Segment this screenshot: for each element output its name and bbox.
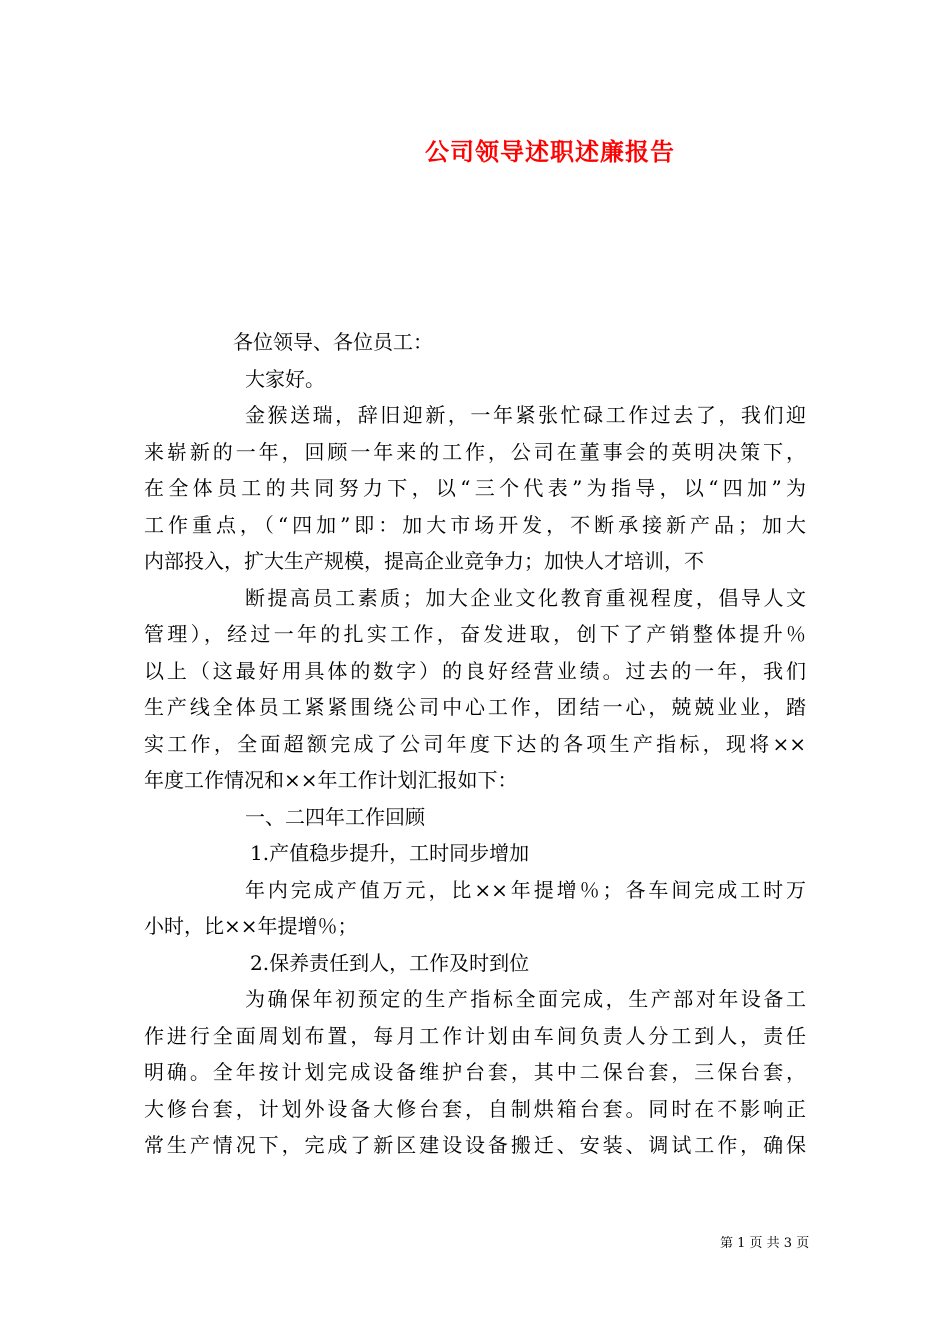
paragraph-line: 管理），经过一年的扎实工作，奋发进取，创下了产销整体提升％: [144, 622, 806, 646]
paragraph-line: 金猴送瑞，辞旧迎新，一年紧张忙碌工作过去了，我们迎: [245, 403, 806, 427]
document-title: 公司领导述职述廉报告: [425, 137, 675, 166]
section-heading: 一、二四年工作回顾: [245, 804, 425, 829]
paragraph-line: 年度工作情况和××年工作计划汇报如下：: [144, 768, 518, 792]
greeting-line: 大家好。: [245, 366, 325, 391]
paragraph-line: 年内完成产值万元，比××年提增％；各车间完成工时万: [245, 877, 806, 902]
salutation-line: 各位领导、各位员工：: [233, 330, 433, 354]
paragraph-line: 内部投入，扩大生产规模，提高企业竞争力；加快人才培训，不: [144, 549, 704, 573]
paragraph-line: 在全体员工的共同努力下，以“三个代表”为指导，以“四加”为: [144, 476, 806, 500]
paragraph-line: 常生产情况下，完成了新区建设设备搬迁、安装、调试工作，确保: [144, 1133, 806, 1157]
paragraph-line: 来崭新的一年，回顾一年来的工作，公司在董事会的英明决策下，: [144, 439, 806, 464]
paragraph-line: 作进行全面周划布置，每月工作计划由车间负责人分工到人，责任: [144, 1023, 806, 1048]
paragraph-line: 以上（这最好用具体的数字）的良好经营业绩。过去的一年，我们: [144, 658, 806, 683]
paragraph-line: 大修台套，计划外设备大修台套，自制烘箱台套。同时在不影响正: [144, 1096, 806, 1121]
subsection-heading: 1.产值稳步提升，工时同步增加: [250, 841, 530, 865]
paragraph-line: 实工作，全面超额完成了公司年度下达的各项生产指标，现将××: [144, 731, 806, 756]
page-number: 第 1 页 共 3 页: [720, 1236, 810, 1251]
paragraph-line: 明确。全年按计划完成设备维护台套，其中二保台套，三保台套，: [144, 1060, 806, 1084]
paragraph-line: 断提高员工素质；加大企业文化教育重视程度，倡导人文: [245, 585, 806, 610]
document-body: [144, 324, 806, 1164]
paragraph-line: 生产线全体员工紧紧围绕公司中心工作，团结一心，兢兢业业，踏: [144, 695, 806, 719]
paragraph-line: 为确保年初预定的生产指标全面完成，生产部对年设备工: [245, 987, 806, 1011]
paragraph-line: 小时，比××年提增％；: [144, 914, 358, 938]
subsection-heading: 2.保养责任到人，工作及时到位: [250, 950, 530, 975]
paragraph-line: 工作重点，（“四加”即：加大市场开发，不断承接新产品；加大: [144, 512, 806, 537]
